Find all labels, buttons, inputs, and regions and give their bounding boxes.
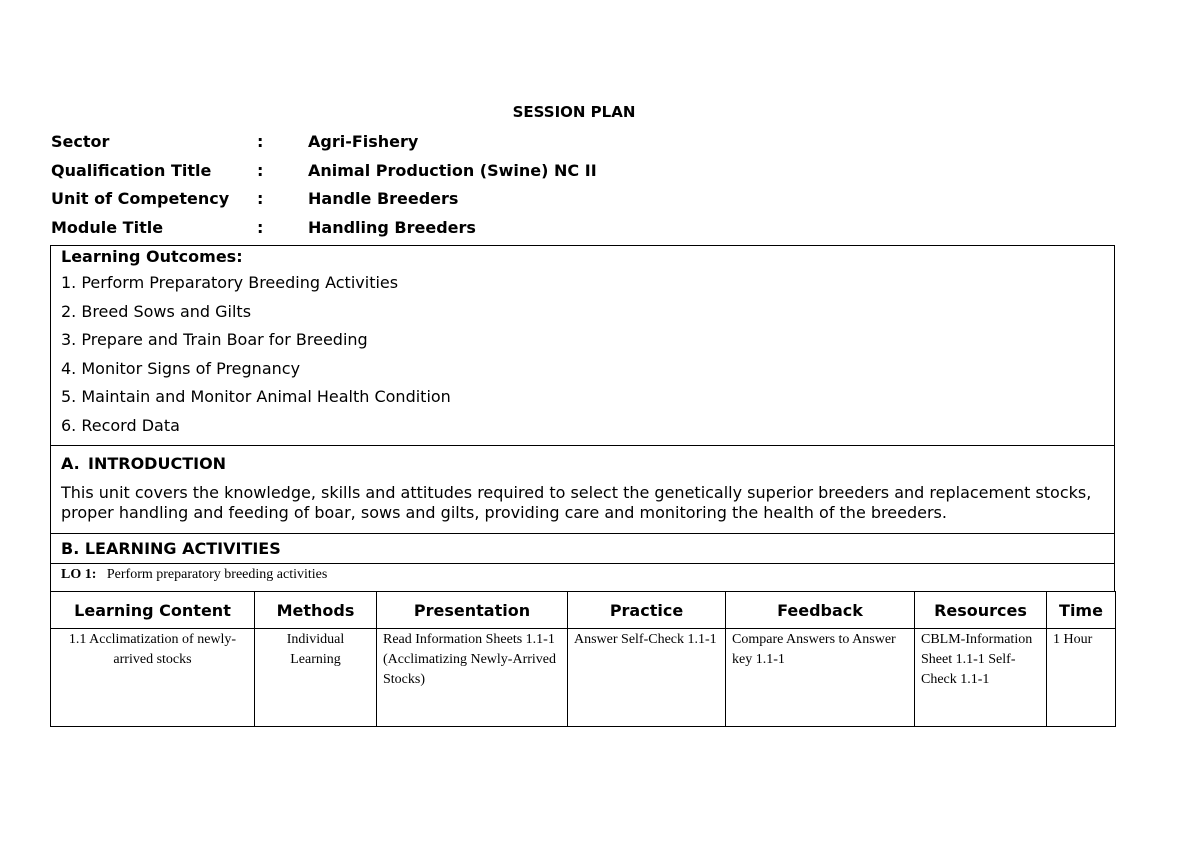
table-row — [51, 629, 1116, 727]
column-header: Practice — [568, 592, 726, 629]
introduction-section — [50, 445, 1115, 534]
cell-time: 1 Hour — [1047, 629, 1116, 727]
meta-colon: : — [257, 189, 264, 208]
learning-outcome-item: 2. Breed Sows and Gilts — [61, 301, 252, 321]
meta-value: Animal Production (Swine) NC II — [308, 160, 597, 180]
column-header: Time — [1047, 592, 1116, 629]
meta-value: Handling Breeders — [308, 217, 476, 237]
activities-table — [50, 591, 1116, 727]
learning-outcomes-heading: Learning Outcomes: — [61, 247, 243, 266]
table-header-row — [51, 592, 1116, 629]
introduction-heading — [61, 454, 1104, 474]
meta-value: Handle Breeders — [308, 189, 459, 208]
lo-label: LO 1: — [61, 567, 97, 582]
learning-activities-heading: B. LEARNING ACTIVITIES — [50, 533, 1115, 564]
cell-methods: Individual Learning — [255, 629, 377, 727]
cell-resources: CBLM-Information Sheet 1.1-1 Self-Check 1.1-1 — [915, 629, 1047, 727]
column-header: Learning Content — [51, 592, 255, 629]
cell-content: 1.1 Acclimatization of newly-arrived stocks — [51, 629, 255, 727]
column-header: Feedback — [726, 592, 915, 629]
meta-label: Sector — [51, 132, 110, 151]
learning-outcome-item: 3. Prepare and Train Boar for Breeding — [61, 330, 368, 349]
lo-row — [50, 563, 1115, 592]
meta-label: Module Title — [51, 217, 164, 237]
introduction-number: A. — [61, 454, 80, 473]
column-header: Methods — [255, 592, 377, 629]
column-header: Presentation — [377, 592, 568, 629]
learning-outcome-item: 4. Monitor Signs of Pregnancy — [61, 358, 301, 378]
meta-value: Agri-Fishery — [308, 132, 419, 151]
meta-label: Qualification Title — [51, 160, 212, 180]
cell-presentation: Read Information Sheets 1.1-1 (Acclimatizing Newly-Arrived Stocks) — [377, 629, 568, 727]
meta-colon: : — [257, 132, 264, 151]
learning-outcome-item: 6. Record Data — [61, 415, 180, 435]
learning-outcome-item: 5. Maintain and Monitor Animal Health Condition — [61, 387, 451, 406]
meta-label: Unit of Competency — [51, 189, 230, 208]
lo-text: Perform preparatory breeding activities — [106, 567, 328, 582]
meta-colon: : — [257, 160, 264, 180]
column-header: Resources — [915, 592, 1047, 629]
introduction-text: This unit covers the knowledge, skills and attitudes required to select the genetically superior breeders and replacement stocks, proper handling and feeding of boar, sows and gilts, providing care and monitoring the health of the breeders. — [61, 483, 1092, 522]
learning-outcomes-section — [50, 245, 1115, 446]
document-title: SESSION PLAN — [512, 103, 636, 121]
introduction-title: INTRODUCTION — [88, 454, 227, 473]
cell-feedback: Compare Answers to Answer key 1.1-1 — [726, 629, 915, 727]
cell-practice: Answer Self-Check 1.1-1 — [568, 629, 726, 727]
learning-outcome-item: 1. Perform Preparatory Breeding Activities — [61, 273, 399, 292]
meta-colon: : — [257, 217, 264, 237]
